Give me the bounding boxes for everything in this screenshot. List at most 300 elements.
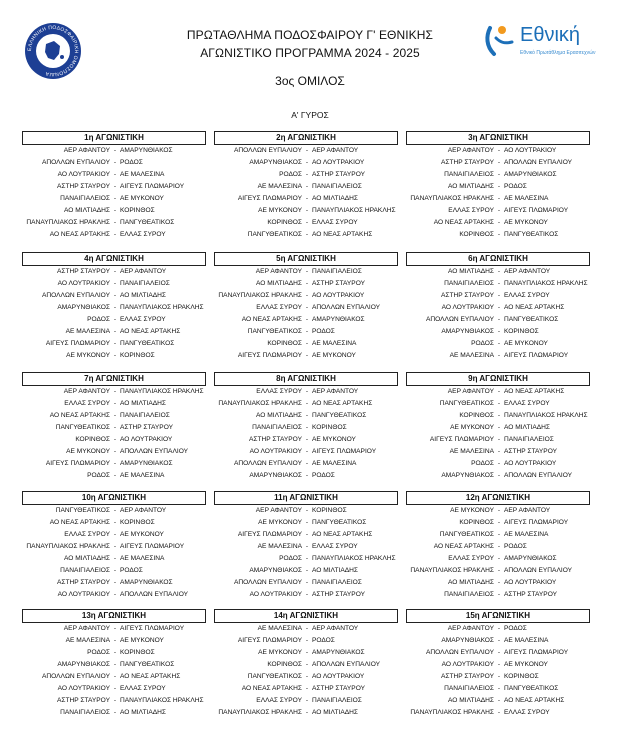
away-team: ΠΑΝΓΥΘΕΑΤΙΚΟΣ	[504, 231, 559, 238]
match-separator: -	[113, 400, 117, 407]
home-team: ΑΙΓΕΥΣ ΠΛΩΜΑΡΙΟΥ	[237, 352, 302, 359]
home-team: ΑΟ ΝΕΑΣ ΑΡΤΑΚΗΣ	[49, 519, 110, 526]
match-row	[406, 410, 590, 422]
home-team: ΑΠΟΛΛΩΝ ΕΥΠΑΛΙΟΥ	[41, 292, 110, 299]
match-row	[214, 565, 398, 577]
home-team: ΚΟΡΙΝΘΟΣ	[459, 231, 494, 238]
match-row	[214, 589, 398, 601]
matchday-block	[22, 252, 206, 362]
away-team: ΑΙΓΕΥΣ ΠΛΩΜΑΡΙΟΥ	[504, 649, 569, 656]
away-team: ΠΑΝΑΙΓΙΑΛΕΙΟΣ	[312, 268, 362, 275]
match-separator: -	[305, 268, 309, 275]
match-separator: -	[305, 328, 309, 335]
away-team: ΑΕ ΜΑΛΕΣΙΝΑ	[312, 460, 357, 467]
match-separator: -	[305, 159, 309, 166]
away-team: ΑΕ ΜΥΚΟΝΟΥ	[312, 352, 356, 359]
away-team: ΡΟΔΟΣ	[504, 625, 527, 632]
away-team: ΑΕ ΜΥΚΟΝΟΥ	[120, 637, 164, 644]
match-separator: -	[305, 448, 309, 455]
match-separator: -	[497, 147, 501, 154]
match-separator: -	[305, 412, 309, 419]
away-team: ΑΕΡ ΑΦΑΝΤΟΥ	[312, 625, 359, 632]
match-row	[22, 205, 206, 217]
matchday-title: 11η ΑΓΩΝΙΣΤΙΚΗ	[214, 491, 398, 505]
match-row	[406, 326, 590, 338]
away-team: ΑΕ ΜΑΛΕΣΙΝΑ	[312, 340, 357, 347]
match-row	[406, 302, 590, 314]
home-team: ΚΟΡΙΝΘΟΣ	[267, 219, 302, 226]
home-team: ΑΟ ΛΟΥΤΡΑΚΙΟΥ	[249, 591, 302, 598]
matchday-title: 2η ΑΓΩΝΙΣΤΙΚΗ	[214, 131, 398, 145]
matchday-block	[406, 252, 590, 362]
match-separator: -	[497, 531, 501, 538]
match-row	[406, 635, 590, 647]
home-team: ΑΠΟΛΛΩΝ ΕΥΠΑΛΙΟΥ	[425, 649, 494, 656]
match-separator: -	[497, 555, 501, 562]
match-row	[22, 326, 206, 338]
match-separator: -	[497, 412, 501, 419]
match-row	[22, 350, 206, 362]
away-team: ΑΟ ΛΟΥΤΡΑΚΙΟΥ	[504, 147, 557, 154]
match-row	[22, 565, 206, 577]
away-team: ΑΕ ΜΑΛΕΣΙΝΑ	[504, 195, 549, 202]
home-team: ΑΕ ΜΑΛΕΣΙΝΑ	[257, 543, 302, 550]
home-team: ΑΟ ΜΙΛΤΙΑΔΗΣ	[448, 268, 494, 275]
match-row	[214, 229, 398, 241]
home-team: ΑΠΟΛΛΩΝ ΕΥΠΑΛΙΟΥ	[41, 673, 110, 680]
home-team: ΑΕΡ ΑΦΑΝΤΟΥ	[447, 147, 494, 154]
match-row	[406, 145, 590, 157]
matchday-block	[406, 491, 590, 601]
home-team: ΡΟΔΟΣ	[87, 649, 110, 656]
away-team: ΑΙΓΕΥΣ ΠΛΩΜΑΡΙΟΥ	[504, 519, 569, 526]
match-row	[22, 302, 206, 314]
home-team: ΑΜΑΡΥΝΘΙΑΚΟΣ	[441, 472, 494, 479]
home-team: ΑΟ ΜΙΛΤΙΑΔΗΣ	[64, 555, 110, 562]
away-team: ΠΑΝΑΥΠΛΙΑΚΟΣ ΗΡΑΚΛΗΣ	[504, 280, 588, 287]
match-separator: -	[305, 231, 309, 238]
match-separator: -	[497, 159, 501, 166]
away-team: ΑΜΑΡΥΝΘΙΑΚΟΣ	[504, 555, 557, 562]
match-separator: -	[305, 649, 309, 656]
match-row	[22, 553, 206, 565]
home-team: ΑΙΓΕΥΣ ΠΛΩΜΑΡΙΟΥ	[237, 195, 302, 202]
match-row	[406, 470, 590, 482]
match-row	[22, 505, 206, 517]
home-team: ΠΑΝΑΙΓΙΑΛΕΙΟΣ	[444, 171, 494, 178]
away-team: ΑΟ ΛΟΥΤΡΑΚΙΟΥ	[120, 436, 173, 443]
home-team: ΠΑΝΑΥΠΛΙΑΚΟΣ ΗΡΑΚΛΗΣ	[26, 219, 110, 226]
away-team: ΚΟΡΙΝΘΟΣ	[504, 328, 539, 335]
match-row	[406, 446, 590, 458]
home-team: ΕΛΛΑΣ ΣΥΡΟΥ	[448, 555, 494, 562]
match-separator: -	[305, 697, 309, 704]
match-row	[406, 434, 590, 446]
match-separator: -	[113, 685, 117, 692]
match-row	[22, 529, 206, 541]
away-team: ΑΕ ΜΥΚΟΝΟΥ	[120, 195, 164, 202]
match-row	[214, 529, 398, 541]
away-team: ΑΠΟΛΛΩΝ ΕΥΠΑΛΙΟΥ	[120, 448, 189, 455]
away-team: ΕΛΛΑΣ ΣΥΡΟΥ	[504, 400, 550, 407]
away-team: ΠΑΝΑΥΠΛΙΑΚΟΣ ΗΡΑΚΛΗΣ	[120, 388, 204, 395]
matchday-title: 7η ΑΓΩΝΙΣΤΙΚΗ	[22, 372, 206, 386]
away-team: ΠΑΝΑΙΓΙΑΛΕΙΟΣ	[312, 579, 362, 586]
match-row	[406, 565, 590, 577]
match-separator: -	[305, 207, 309, 214]
match-row	[22, 338, 206, 350]
match-separator: -	[497, 219, 501, 226]
away-team: ΑΠΟΛΛΩΝ ΕΥΠΑΛΙΟΥ	[312, 304, 381, 311]
match-row	[406, 169, 590, 181]
away-team: ΠΑΝΑΥΠΛΙΑΚΟΣ ΗΡΑΚΛΗΣ	[120, 697, 204, 704]
match-separator: -	[305, 460, 309, 467]
home-team: ΑΟ ΝΕΑΣ ΑΡΤΑΚΗΣ	[49, 412, 110, 419]
match-row	[214, 266, 398, 278]
matchday-block	[214, 252, 398, 362]
home-team: ΑΕΡ ΑΦΑΝΤΟΥ	[255, 507, 302, 514]
match-separator: -	[305, 171, 309, 178]
home-team: ΑΠΟΛΛΩΝ ΕΥΠΑΛΙΟΥ	[425, 316, 494, 323]
matchday-block	[22, 131, 206, 241]
away-team: ΠΑΝΓΥΘΕΑΤΙΚΟΣ	[120, 661, 175, 668]
title-line-2: ΑΓΩΝΙΣΤΙΚΟ ΠΡΟΓΡΑΜΜΑ 2024 - 2025	[200, 46, 420, 60]
matchday-title: 6η ΑΓΩΝΙΣΤΙΚΗ	[406, 252, 590, 266]
match-separator: -	[497, 171, 501, 178]
match-separator: -	[305, 352, 309, 359]
match-row	[406, 517, 590, 529]
away-team: ΠΑΝΑΥΠΛΙΑΚΟΣ ΗΡΑΚΛΗΣ	[312, 207, 396, 214]
match-row	[406, 398, 590, 410]
away-team: ΡΟΔΟΣ	[312, 472, 335, 479]
match-row	[214, 707, 398, 719]
match-row	[214, 505, 398, 517]
home-team: ΡΟΔΟΣ	[279, 555, 302, 562]
away-team: ΑΕΡ ΑΦΑΝΤΟΥ	[504, 507, 551, 514]
match-row	[406, 217, 590, 229]
match-row	[406, 541, 590, 553]
match-separator: -	[113, 472, 117, 479]
home-team: ΑΜΑΡΥΝΘΙΑΚΟΣ	[57, 661, 110, 668]
match-row	[406, 695, 590, 707]
home-team: ΑΕ ΜΥΚΟΝΟΥ	[258, 207, 302, 214]
away-team: ΑΟ ΝΕΑΣ ΑΡΤΑΚΗΣ	[504, 697, 565, 704]
away-team: ΑΟ ΜΙΛΤΙΑΔΗΣ	[120, 292, 166, 299]
away-team: ΠΑΝΓΥΘΕΑΤΙΚΟΣ	[504, 316, 559, 323]
away-team: ΚΟΡΙΝΘΟΣ	[312, 424, 347, 431]
match-separator: -	[305, 292, 309, 299]
away-team: ΑΟ ΝΕΑΣ ΑΡΤΑΚΗΣ	[312, 231, 373, 238]
away-team: ΑΙΓΕΥΣ ΠΛΩΜΑΡΙΟΥ	[504, 352, 569, 359]
match-row	[22, 145, 206, 157]
away-team: ΑΕ ΜΑΛΕΣΙΝΑ	[120, 171, 165, 178]
away-team: ΑΕΡ ΑΦΑΝΤΟΥ	[120, 268, 167, 275]
home-team: ΑΣΤΗΡ ΣΤΑΥΡΟΥ	[56, 268, 110, 275]
home-team: ΑΟ ΛΟΥΤΡΑΚΙΟΥ	[249, 448, 302, 455]
home-team: ΑΟ ΜΙΛΤΙΑΔΗΣ	[448, 579, 494, 586]
match-separator: -	[497, 268, 501, 275]
home-team: ΑΕΡ ΑΦΑΝΤΟΥ	[63, 625, 110, 632]
away-team: ΑΟ ΜΙΛΤΙΑΔΗΣ	[120, 709, 166, 716]
away-team: ΑΕ ΜΥΚΟΝΟΥ	[504, 340, 548, 347]
match-row	[214, 541, 398, 553]
match-separator: -	[497, 292, 501, 299]
match-separator: -	[305, 280, 309, 287]
match-separator: -	[113, 649, 117, 656]
match-row	[214, 647, 398, 659]
match-separator: -	[497, 460, 501, 467]
home-team: ΕΛΛΑΣ ΣΥΡΟΥ	[256, 304, 302, 311]
home-team: ΑΟ ΝΕΑΣ ΑΡΤΑΚΗΣ	[49, 231, 110, 238]
match-separator: -	[497, 316, 501, 323]
match-separator: -	[113, 543, 117, 550]
match-separator: -	[305, 637, 309, 644]
away-team: ΑΣΤΗΡ ΣΤΑΥΡΟΥ	[504, 591, 558, 598]
match-separator: -	[113, 147, 117, 154]
match-separator: -	[305, 400, 309, 407]
match-row	[214, 326, 398, 338]
away-team: ΑΣΤΗΡ ΣΤΑΥΡΟΥ	[312, 280, 366, 287]
match-separator: -	[113, 637, 117, 644]
away-team: ΑΠΟΛΛΩΝ ΕΥΠΑΛΙΟΥ	[504, 159, 573, 166]
away-team: ΑΟ ΜΙΛΤΙΑΔΗΣ	[504, 424, 550, 431]
match-row	[22, 458, 206, 470]
away-team: ΑΕ ΜΥΚΟΝΟΥ	[120, 531, 164, 538]
matchday-block	[214, 609, 398, 719]
svg-text:ΕΛΛΗΝΙΚΗ ΠΟΔΟΣΦΑΙΡΙΚΗ ΟΜΟΣΠΟΝΔ: ΕΛΛΗΝΙΚΗ ΠΟΔΟΣΦΑΙΡΙΚΗ ΟΜΟΣΠΟΝΔΙΑ	[26, 24, 80, 78]
away-team: ΠΑΝΑΥΠΛΙΑΚΟΣ ΗΡΑΚΛΗΣ	[120, 304, 204, 311]
match-separator: -	[305, 219, 309, 226]
match-separator: -	[305, 424, 309, 431]
match-row	[214, 410, 398, 422]
match-separator: -	[113, 424, 117, 431]
match-separator: -	[497, 183, 501, 190]
home-team: ΠΑΝΑΥΠΛΙΑΚΟΣ ΗΡΑΚΛΗΣ	[218, 709, 302, 716]
home-team: ΑΜΑΡΥΝΘΙΑΚΟΣ	[441, 328, 494, 335]
match-row	[406, 205, 590, 217]
match-separator: -	[113, 579, 117, 586]
home-team: ΡΟΔΟΣ	[471, 340, 494, 347]
match-separator: -	[305, 673, 309, 680]
match-row	[22, 647, 206, 659]
away-team: ΡΟΔΟΣ	[120, 567, 143, 574]
match-separator: -	[113, 340, 117, 347]
home-team: ΑΕΡ ΑΦΑΝΤΟΥ	[447, 388, 494, 395]
match-separator: -	[497, 661, 501, 668]
match-separator: -	[305, 183, 309, 190]
home-team: ΠΑΝΑΙΓΙΑΛΕΙΟΣ	[444, 591, 494, 598]
home-team: ΑΕ ΜΑΛΕΣΙΝΑ	[257, 625, 302, 632]
group-title: 3ος ΟΜΙΛΟΣ	[275, 74, 345, 88]
match-separator: -	[497, 352, 501, 359]
match-row	[22, 229, 206, 241]
home-team: ΕΛΛΑΣ ΣΥΡΟΥ	[448, 207, 494, 214]
away-team: ΚΟΡΙΝΘΟΣ	[504, 673, 539, 680]
match-row	[214, 217, 398, 229]
matchday-title: 12η ΑΓΩΝΙΣΤΙΚΗ	[406, 491, 590, 505]
document-header	[0, 0, 620, 120]
match-separator: -	[113, 567, 117, 574]
home-team: ΚΟΡΙΝΘΟΣ	[267, 661, 302, 668]
home-team: ΚΟΡΙΝΘΟΣ	[459, 519, 494, 526]
home-team: ΑΕΡ ΑΦΑΝΤΟΥ	[63, 147, 110, 154]
match-row	[406, 589, 590, 601]
home-team: ΡΟΔΟΣ	[471, 460, 494, 467]
away-team: ΑΟ ΜΙΛΤΙΑΔΗΣ	[312, 709, 358, 716]
home-team: ΑΠΟΛΛΩΝ ΕΥΠΑΛΙΟΥ	[233, 147, 302, 154]
match-separator: -	[497, 424, 501, 431]
match-separator: -	[497, 472, 501, 479]
match-row	[22, 470, 206, 482]
match-separator: -	[305, 304, 309, 311]
match-separator: -	[113, 625, 117, 632]
matchday-block	[214, 491, 398, 601]
matchday-title: 1η ΑΓΩΝΙΣΤΙΚΗ	[22, 131, 206, 145]
match-row	[22, 410, 206, 422]
away-team: ΑΕΡ ΑΦΑΝΤΟΥ	[312, 388, 359, 395]
match-row	[214, 553, 398, 565]
match-row	[214, 205, 398, 217]
round-title: Α' ΓΥΡΟΣ	[291, 110, 329, 120]
home-team: ΑΟ ΛΟΥΤΡΑΚΙΟΥ	[57, 171, 110, 178]
match-separator: -	[497, 697, 501, 704]
home-team: ΠΑΝΑΙΓΙΑΛΕΙΟΣ	[444, 685, 494, 692]
match-row	[406, 278, 590, 290]
match-separator: -	[305, 567, 309, 574]
home-team: ΑΕΡ ΑΦΑΝΤΟΥ	[63, 388, 110, 395]
match-row	[22, 157, 206, 169]
away-team: ΠΑΝΑΥΠΛΙΑΚΟΣ ΗΡΑΚΛΗΣ	[504, 412, 588, 419]
matchday-block	[406, 609, 590, 719]
match-separator: -	[497, 543, 501, 550]
away-team: ΕΛΛΑΣ ΣΥΡΟΥ	[504, 709, 550, 716]
match-separator: -	[305, 519, 309, 526]
away-team: ΑΟ ΝΕΑΣ ΑΡΤΑΚΗΣ	[120, 673, 181, 680]
home-team: ΑΟ ΝΕΑΣ ΑΡΤΑΚΗΣ	[241, 685, 302, 692]
away-team: ΠΑΝΑΥΠΛΙΑΚΟΣ ΗΡΑΚΛΗΣ	[312, 555, 396, 562]
match-row	[22, 541, 206, 553]
away-team: ΑΠΟΛΛΩΝ ΕΥΠΑΛΙΟΥ	[504, 472, 573, 479]
match-separator: -	[113, 709, 117, 716]
match-row	[406, 505, 590, 517]
away-team: ΑΕ ΜΥΚΟΝΟΥ	[312, 436, 356, 443]
match-row	[22, 422, 206, 434]
match-separator: -	[113, 448, 117, 455]
home-team: ΑΣΤΗΡ ΣΤΑΥΡΟΥ	[56, 579, 110, 586]
match-separator: -	[113, 673, 117, 680]
home-team: ΕΛΛΑΣ ΣΥΡΟΥ	[256, 697, 302, 704]
home-team: ΑΜΑΡΥΝΘΙΑΚΟΣ	[249, 567, 302, 574]
match-row	[214, 314, 398, 326]
match-row	[22, 434, 206, 446]
match-row	[214, 157, 398, 169]
match-row	[406, 577, 590, 589]
home-team: ΠΑΝΓΥΘΕΑΤΙΚΟΣ	[439, 400, 494, 407]
title-line-1: ΠΡΩΤΑΘΛΗΜΑ ΠΟΔΟΣΦΑΙΡΟΥ Γ' ΕΘΝΙΚΗΣ	[186, 28, 434, 42]
away-team: ΑΕ ΜΑΛΕΣΙΝΑ	[120, 472, 165, 479]
match-separator: -	[113, 531, 117, 538]
match-separator: -	[305, 543, 309, 550]
matchday-title: 3η ΑΓΩΝΙΣΤΙΚΗ	[406, 131, 590, 145]
match-row	[406, 157, 590, 169]
away-team: ΑΙΓΕΥΣ ΠΛΩΜΑΡΙΟΥ	[120, 183, 185, 190]
match-separator: -	[113, 591, 117, 598]
match-separator: -	[113, 316, 117, 323]
match-row	[22, 217, 206, 229]
home-team: ΑΟ ΛΟΥΤΡΑΚΙΟΥ	[441, 661, 494, 668]
match-separator: -	[305, 555, 309, 562]
match-separator: -	[113, 195, 117, 202]
match-separator: -	[113, 519, 117, 526]
match-row	[214, 145, 398, 157]
match-separator: -	[497, 637, 501, 644]
brand-name: Εθνική	[520, 24, 581, 46]
match-row	[22, 577, 206, 589]
match-row	[214, 683, 398, 695]
match-row	[214, 695, 398, 707]
away-team: ΑΜΑΡΥΝΘΙΑΚΟΣ	[312, 316, 365, 323]
matchday-title: 5η ΑΓΩΝΙΣΤΙΚΗ	[214, 252, 398, 266]
match-separator: -	[497, 436, 501, 443]
home-team: ΑΕ ΜΥΚΟΝΟΥ	[258, 649, 302, 656]
match-row	[22, 671, 206, 683]
match-row	[22, 695, 206, 707]
match-row	[214, 577, 398, 589]
home-team: ΑΟ ΜΙΛΤΙΑΔΗΣ	[448, 697, 494, 704]
match-separator: -	[113, 231, 117, 238]
away-team: ΕΛΛΑΣ ΣΥΡΟΥ	[504, 292, 550, 299]
away-team: ΑΜΑΡΥΝΘΙΑΚΟΣ	[312, 649, 365, 656]
matchday-block	[22, 609, 206, 719]
match-separator: -	[113, 268, 117, 275]
home-team: ΑΜΑΡΥΝΘΙΑΚΟΣ	[249, 159, 302, 166]
away-team: ΕΛΛΑΣ ΣΥΡΟΥ	[312, 219, 358, 226]
away-team: ΚΟΡΙΝΘΟΣ	[120, 352, 155, 359]
match-row	[22, 193, 206, 205]
match-separator: -	[305, 436, 309, 443]
home-team: ΑΣΤΗΡ ΣΤΑΥΡΟΥ	[248, 436, 302, 443]
match-separator: -	[497, 507, 501, 514]
away-team: ΑΟ ΝΕΑΣ ΑΡΤΑΚΗΣ	[504, 304, 565, 311]
match-row	[406, 529, 590, 541]
match-separator: -	[305, 507, 309, 514]
away-team: ΠΑΝΑΙΓΙΑΛΕΙΟΣ	[312, 697, 362, 704]
away-team: ΕΛΛΑΣ ΣΥΡΟΥ	[120, 685, 166, 692]
away-team: ΑΟ ΛΟΥΤΡΑΚΙΟΥ	[504, 460, 557, 467]
away-team: ΑΠΟΛΛΩΝ ΕΥΠΑΛΙΟΥ	[504, 567, 573, 574]
home-team: ΠΑΝΑΙΓΙΑΛΕΙΟΣ	[60, 195, 110, 202]
home-team: ΠΑΝΓΥΘΕΑΤΙΚΟΣ	[247, 673, 302, 680]
match-separator: -	[113, 304, 117, 311]
home-team: ΑΕΡ ΑΦΑΝΤΟΥ	[255, 268, 302, 275]
match-row	[214, 169, 398, 181]
match-row	[22, 314, 206, 326]
match-row	[22, 386, 206, 398]
away-team: ΠΑΝΓΥΘΕΑΤΙΚΟΣ	[504, 685, 559, 692]
away-team: ΡΟΔΟΣ	[504, 183, 527, 190]
home-team: ΑΟ ΜΙΛΤΙΑΔΗΣ	[256, 412, 302, 419]
match-separator: -	[497, 304, 501, 311]
home-team: ΑΕ ΜΥΚΟΝΟΥ	[450, 424, 494, 431]
away-team: ΑΣΤΗΡ ΣΤΑΥΡΟΥ	[120, 424, 174, 431]
match-separator: -	[497, 685, 501, 692]
match-row	[214, 635, 398, 647]
match-separator: -	[497, 388, 501, 395]
match-row	[214, 470, 398, 482]
match-row	[406, 266, 590, 278]
home-team: ΑΕ ΜΥΚΟΝΟΥ	[258, 519, 302, 526]
away-team: ΑΕ ΜΑΛΕΣΙΝΑ	[120, 555, 165, 562]
